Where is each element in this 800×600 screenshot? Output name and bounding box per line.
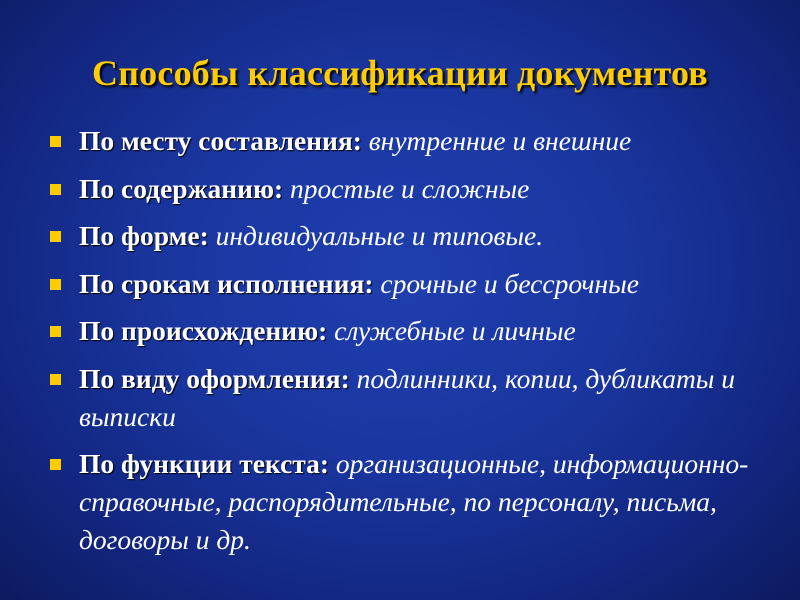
item-description: срочные и бессрочные (380, 267, 639, 299)
list-item-content (48, 170, 768, 208)
item-label: По срокам исполнения: (79, 267, 374, 299)
item-label: По функции текста: (79, 448, 330, 479)
list-item-text-function (48, 445, 768, 559)
list-item-format (48, 360, 768, 436)
item-description: внутренние и внешние (368, 125, 632, 156)
item-label: По месту составления: (79, 125, 362, 156)
item-label: По виду оформления: (79, 362, 350, 394)
square-bullet-icon (50, 231, 61, 242)
item-description: организационные, информационно-справочные, распорядительные, по персоналу, письма, договоры и др. (79, 448, 749, 555)
item-label: По содержанию: (79, 172, 284, 204)
list-item-place (48, 122, 768, 160)
item-description: простые и сложные (290, 172, 530, 204)
slide-title: Способы классификации документов (92, 53, 708, 93)
list-item-form (48, 217, 768, 255)
square-bullet-icon (50, 184, 61, 195)
item-label: По происхождению: (79, 315, 328, 346)
item-description: подлинники, копии, дубликаты и выписки (79, 362, 736, 432)
item-description: индивидуальные и типовые. (215, 220, 544, 251)
square-bullet-icon (50, 136, 61, 147)
list-item-deadline (48, 265, 768, 303)
item-description: служебные и личные (334, 315, 576, 346)
square-bullet-icon (50, 326, 61, 337)
square-bullet-icon (50, 279, 61, 290)
square-bullet-icon (50, 374, 61, 385)
item-label: По форме: (79, 220, 209, 251)
classification-list (48, 122, 768, 569)
list-item-origin (48, 312, 768, 350)
square-bullet-icon (50, 459, 61, 470)
